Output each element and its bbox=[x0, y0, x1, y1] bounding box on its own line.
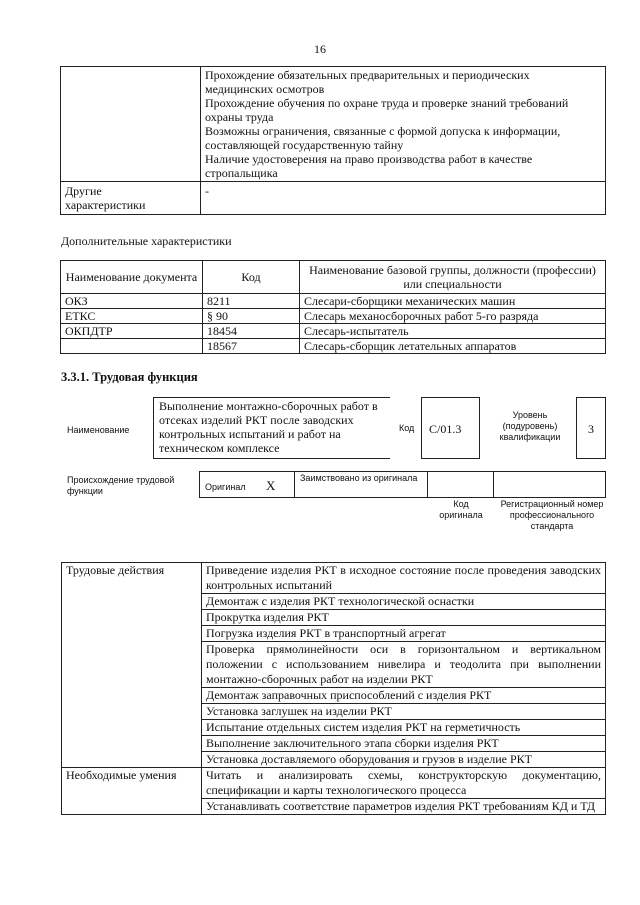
action-item: Проверка прямолинейности оси в горизонтальном и вертикальном положении с использованием нивелира и теодолита при выполнении монтажно-сборочных работ на изделии РКТ bbox=[202, 642, 606, 688]
cell-name: Слесарь механосборочных работ 5-го разряда bbox=[300, 309, 606, 324]
action-item: Установка доставляемого оборудования и грузов в изделие РКТ bbox=[202, 752, 606, 768]
name-label: Наименование bbox=[67, 425, 130, 435]
req-line: стропальщика bbox=[205, 166, 278, 180]
cell-doc bbox=[61, 339, 203, 354]
code-original-label: Код оригинала bbox=[439, 499, 483, 520]
req-line: составляющей государственную тайну bbox=[205, 138, 404, 152]
requirements-table bbox=[60, 66, 606, 215]
divider bbox=[493, 471, 494, 497]
table-row bbox=[61, 339, 606, 354]
action-item: Прокрутка изделия РКТ bbox=[202, 610, 606, 626]
action-item: Демонтаж заправочных приспособлений с изделия РКТ bbox=[202, 688, 606, 704]
action-item: Выполнение заключительного этапа сборки изделия РКТ bbox=[202, 736, 606, 752]
cell-code: 18567 bbox=[203, 339, 300, 354]
req-line: Прохождение обязательных предварительных и периодических bbox=[205, 68, 530, 82]
table-row bbox=[61, 309, 606, 324]
level-label: Уровень (подуровень) квалификации bbox=[499, 410, 561, 442]
actions-table bbox=[61, 562, 606, 815]
original-mark: X bbox=[266, 478, 276, 493]
cell-code: 18454 bbox=[203, 324, 300, 339]
other-characteristics-label bbox=[61, 182, 201, 215]
col-header-code: Код bbox=[203, 261, 300, 294]
req-line: охраны труда bbox=[205, 110, 274, 124]
original-label: Оригинал bbox=[205, 482, 246, 492]
cell-name: Слесари-сборщики механических машин bbox=[300, 294, 606, 309]
table-row bbox=[61, 294, 606, 309]
reg-number-label: Регистрационный номер профессионального стандарта bbox=[500, 499, 604, 531]
table-row bbox=[61, 324, 606, 339]
cell-doc: ЕТКС bbox=[61, 309, 203, 324]
page-number: 16 bbox=[314, 42, 326, 56]
empty-cell bbox=[61, 67, 201, 182]
req-line: Прохождение обучения по охране труда и проверке знаний требований bbox=[205, 96, 569, 110]
skill-item: Читать и анализировать схемы, конструкторскую документацию, спецификации и карты технологического процесса bbox=[202, 768, 606, 799]
requirements-cell bbox=[201, 67, 606, 182]
action-item: Испытание отдельных систем изделия РКТ на герметичность bbox=[202, 720, 606, 736]
function-name-box bbox=[153, 397, 390, 459]
code-label: Код bbox=[399, 423, 415, 433]
actions-label: Трудовые действия bbox=[62, 563, 202, 768]
borrowed-label: Заимствовано из оригинала bbox=[300, 473, 418, 483]
skill-item: Устанавливать соответствие параметров изделия РКТ требованиям КД и ТД bbox=[202, 799, 606, 815]
action-item: Погрузка изделия РКТ в транспортный агрегат bbox=[202, 626, 606, 642]
code-box bbox=[421, 397, 480, 459]
cell-doc: ОКЗ bbox=[61, 294, 203, 309]
function-name-value: Выполнение монтажно-сборочных работ в отсеках изделий РКТ после заводских контрольных испытаний и работ на техническом комплексе bbox=[159, 399, 378, 455]
cell-name: Слесарь-сборщик летательных аппаратов bbox=[300, 339, 606, 354]
additional-title: Дополнительные характеристики bbox=[61, 234, 232, 248]
level-value: 3 bbox=[588, 422, 594, 436]
cell-code: § 90 bbox=[203, 309, 300, 324]
cell-code: 8211 bbox=[203, 294, 300, 309]
other-characteristics-value: - bbox=[201, 182, 606, 215]
level-box bbox=[576, 397, 606, 459]
action-item: Установка заглушек на изделии РКТ bbox=[202, 704, 606, 720]
additional-table bbox=[60, 260, 606, 354]
other-label-line: характеристики bbox=[65, 198, 146, 212]
cell-name: Слесарь-испытатель bbox=[300, 324, 606, 339]
divider bbox=[294, 471, 295, 497]
col-header-doc: Наименование документа bbox=[61, 261, 203, 294]
cell-doc: ОКПДТР bbox=[61, 324, 203, 339]
req-line: Возможны ограничения, связанные с формой допуска к информации, bbox=[205, 124, 561, 138]
divider bbox=[427, 471, 428, 497]
req-line: медицинских осмотров bbox=[205, 82, 325, 96]
code-value: C/01.3 bbox=[429, 422, 462, 436]
col-header-name: Наименование базовой группы, должности (профессии) или специальности bbox=[300, 261, 606, 294]
other-label-line: Другие bbox=[65, 184, 102, 198]
action-item: Приведение изделия РКТ в исходное состояние после проведения заводских контрольных испытаний bbox=[202, 563, 606, 594]
skills-label: Необходимые умения bbox=[62, 768, 202, 815]
req-line: Наличие удостоверения на право производства работ в качестве bbox=[205, 152, 533, 166]
function-heading: 3.3.1. Трудовая функция bbox=[61, 370, 198, 384]
action-item: Демонтаж с изделия РКТ технологической оснастки bbox=[202, 594, 606, 610]
origin-label: Происхождение трудовой функции bbox=[67, 475, 175, 496]
